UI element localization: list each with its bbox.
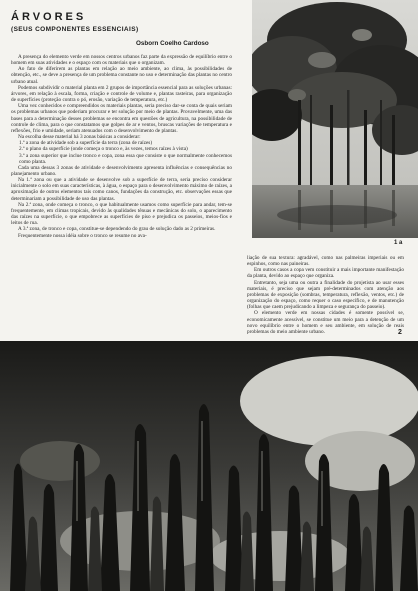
article-title: ÁRVORES bbox=[11, 11, 87, 23]
zone-text: a zona superior que inclue tronco e copa, zona essa que consiste o que normalmente conhecemos como planta. bbox=[19, 152, 233, 165]
paragraph: O elemento verde em nossas cidades é somente possível se, economicamente acessível, se constitue um meio para a detenção de um novo equilíbrio entre o homem e seu ambiente, em solução de reais problemas do meio ambiente urbano. bbox=[247, 310, 404, 335]
text-column-right bbox=[247, 255, 404, 335]
cypress-knees-photo bbox=[0, 341, 418, 591]
paragraph: A presença do elemento verde em nossos centros urbanos faz parte da expressão de equilíbrio entre o homem em suas atividades e o espaço com os materiais que o organizam. bbox=[11, 54, 232, 67]
paragraph: Frequentemente nossa idéia sobre o tronco se resume no ava- bbox=[18, 232, 147, 239]
paragraph: Ao fato de diferirem as plantas em relação ao meio ambiente, ao clima, às possibilidades de obtenção, etc., se deve a presença de um problema constante no uso e determinação das plantas no centro urbano atual. bbox=[11, 66, 232, 85]
paragraph: Podemos subdividir o material planta em 2 grupos de importância essencial para as soluções urbanas: árvores, em relação à escala, forma, criação e controle de volume e, plantas rasteiras, para organização de superfícies (proteção contra o pó, erosão, variação de temperatura, etc.) bbox=[11, 84, 232, 104]
figure-caption: 1 a bbox=[394, 240, 403, 246]
paragraph: Em outros casos a copa vem constituir a mais importante manifestação da planta, devido ao espaço que organiza. bbox=[247, 267, 404, 280]
zone-number: 3.ª bbox=[19, 152, 25, 159]
paragraph: Cada uma dessas 3 zonas de atividade e desenvolvimento apresenta influências e consequências no planejamento urbano. bbox=[11, 164, 232, 177]
author-name: Osborn Coelho Cardoso bbox=[136, 40, 209, 47]
palm-grove-photo bbox=[252, 0, 418, 238]
zone-number: 1.ª bbox=[19, 140, 25, 147]
paragraph: A 3.ª zona, de tronco e copa, constitue-se dependendo do grau de solução dado as 2 primeiras. bbox=[18, 226, 216, 233]
text-column-left bbox=[11, 54, 232, 239]
article-subtitle: (SEUS COMPONENTES ESSENCIAIS) bbox=[11, 26, 139, 33]
paragraph: liação de sua textura: agradável, como nas palmeiras imperiais ou em espinhos, como nas paineiras. bbox=[247, 255, 404, 268]
paragraph: Uma vez conhecidos e compreendidos os materiais plantas, seria preciso dar-se conta de quais seriam os problemas urbanos que poderiam procurar e ter solução por meio de plantas. Provavelmente, uma das bases para a determinação desses problemas se encontra em questões de agricultura, na possibilidade de controle de clima, para o que constatamos que golpes de ar e ventos, bruscas variações de temperatura e reflexões, frio e umidade, seriam atenuados com o desenvolvimento de plantas. bbox=[11, 103, 232, 134]
paragraph: Entretanto, seja uma ou outra a finalidade do projetista ao usar esses materiais, é preciso que sejam pré-determinados com atenção aos problemas de exposição (sombras, temperatura, reflexão, ventos, etc.) de organização do espaço, como requer o caso específico, e de manutenção (folhas que caem prejudicando a limpeza e segurança do passeio). bbox=[247, 279, 404, 311]
paragraph: Na 2.ª zona, onde começa o tronco, o que habitualmente usamos como superfície para andar, tem-se frequentemente, em climas tropicais, devido às qualidades tênuas e mecânicas do solo, o aparecimento das raízes na superfície, o que empobrece as superfícies de piso e prejudica os passeios, meios-fios e leitos de rua. bbox=[11, 201, 232, 227]
zone-text: a zona de atividade sob a superfície da terra (zona de raízes) bbox=[25, 140, 153, 147]
zone-number: 2.ª bbox=[19, 146, 25, 153]
zone-list-item bbox=[11, 153, 232, 165]
page-number: 2 bbox=[398, 329, 402, 336]
paragraph: Na escolha desse material há 3 zonas básicas a considerar: bbox=[18, 134, 141, 141]
paragraph: Na 1.ª zona ou que a atividade se desenvolve sob a superfície de terra, seria preciso considerar inicialmente o solo em suas características, à água, o espaço para o desenvolvimento máximo de raízes, a aproximação de outros elementos tais como canos, fundações da construção, etc. observações essas que determinariam a possibilidade de uso das plantas. bbox=[11, 177, 232, 202]
zone-text: o plano da superfície (onde começa o tronco e, às vezes, temos raízes à vista) bbox=[25, 146, 188, 153]
